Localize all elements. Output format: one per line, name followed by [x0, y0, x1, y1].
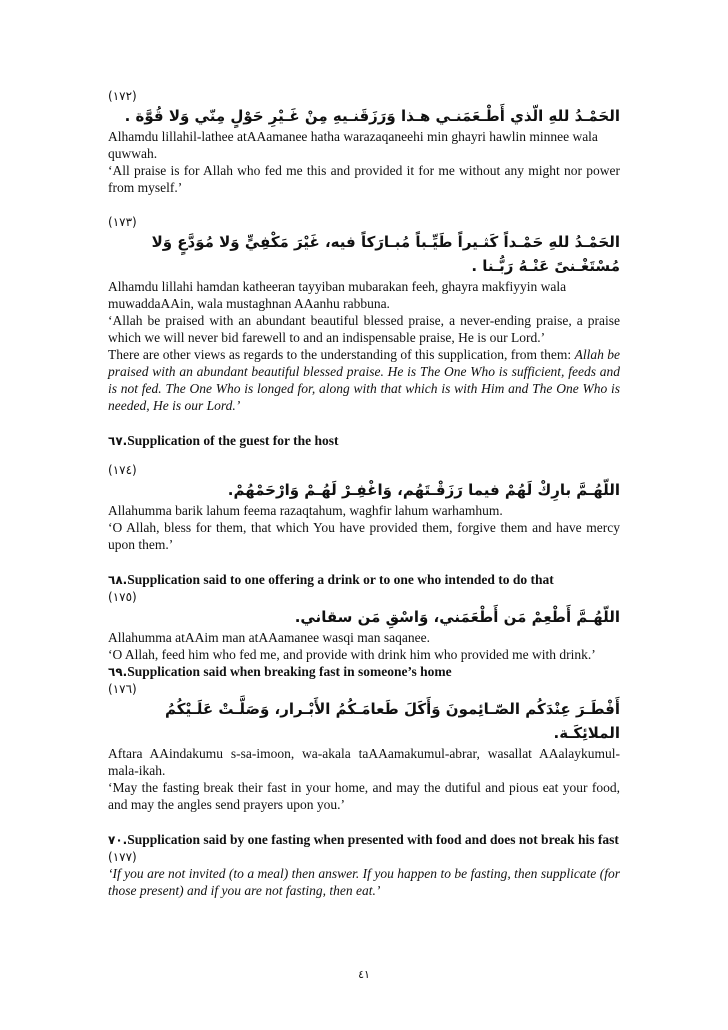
section-title: Supplication said when breaking fast in someone’s home [127, 664, 452, 679]
section-heading [108, 831, 620, 849]
supplication-number: (١٧٤) [108, 463, 137, 477]
transliteration: Aftara AAindakumu s-sa-imoon, wa-akala taAAamakumul-abrar, wasallat AAalaykumul-mala-ikah. [108, 746, 620, 778]
arabic-text: اللّهُـمَّ بارِكْ لَهُمْ فيما رَزَقْـتَهُم، وَاغْفِـرْ لَهُـمْ وَارْحَمْهُمْ. [227, 481, 620, 499]
section-number: ٦٨. [108, 573, 128, 587]
supplication-number: (١٧٦) [108, 682, 137, 696]
transliteration: Alhamdu lillahil-lathee atAAamanee hatha warazaqaneehi min ghayri hawlin minnee wala quwwah. [108, 129, 598, 161]
arabic-text: الحَمْـدُ للهِ الّذي أَطْـعَمَنـي هـذا وَرَزَقَنـيهِ مِنْ غَـيْرِ حَوْلٍ مِنّي وَلا قُوَّة . [124, 107, 620, 125]
english-translation: ‘May the fasting break their fast in your home, and may the dutiful and pious eat your food, and may the angles send prayers upon you.’ [108, 780, 620, 812]
section-heading [108, 571, 620, 589]
supplication-number: (١٧٥) [108, 590, 137, 604]
note-italic: Allah be praised with an abundant beautiful blessed praise. He is The One Who is sufficient, feeds and is not fed. The One Who is longed for, along with that which is with Him and The One Who is needed, He is our Lord.’ [108, 347, 621, 413]
section-number: ٦٩. [108, 665, 128, 679]
english-translation: ‘O Allah, feed him who fed me, and provide with drink him who provided me with drink.’ [108, 647, 596, 662]
section-number: ٦٧. [108, 434, 128, 448]
transliteration: Allahumma barik lahum feema razaqtahum, waghfir lahum warhamhum. [108, 503, 503, 518]
english-translation: ‘Allah be praised with an abundant beautiful blessed praise, a never-ending praise, a praise which we will never bid farewell to and an indispensable praise, He is our Lord.’ [108, 313, 620, 345]
arabic-text: الحَمْـدُ للهِ حَمْـداً كَثـيراً طَيِّـباً مُبـارَكاً فيه، غَيْرَ مَكْفِيٍّ وَلا مُوَدَّعٍ وَلا مُسْتَغْـنىً عَنْـهُ رَبُّـنا . [151, 233, 620, 275]
note-paragraph [108, 346, 620, 414]
section-heading [108, 432, 620, 450]
page-number: ٤١ [358, 968, 370, 981]
supplication-number: (١٧٣) [108, 215, 137, 229]
section-title: Supplication said to one offering a drink or to one who intended to do that [127, 572, 554, 587]
arabic-text: أَفْطَـرَ عِنْدَكُم الصّـائِمونَ وَأَكَلَ طَعامَـكُمُ الأَبْـرار، وَصَلَّـتْ عَلَـيْكُمُ الملائِكَـة. [165, 700, 620, 742]
supplication-number: (١٧٧) [108, 850, 137, 864]
english-translation: ‘All praise is for Allah who fed me this and provided it for me without any might nor power from myself.’ [108, 163, 620, 195]
transliteration: Alhamdu lillahi hamdan katheeran tayyiban mubarakan feeh, ghayra makfiyyin wala muwaddaAAin, wala mustaghnan AAanhu rabbuna. [108, 279, 567, 311]
english-translation: ‘O Allah, bless for them, that which You have provided them, forgive them and have mercy upon them.’ [108, 520, 620, 552]
section-heading [108, 663, 620, 681]
arabic-text: اللّهُـمَّ أَطْعِمْ مَن أَطْعَمَني، وَاسْقِ مَن سقاني. [294, 608, 620, 626]
english-translation: ‘If you are not invited (to a meal) then answer. If you happen to be fasting, then supplicate (for those present) and if you are not fasting, then eat.’ [108, 866, 620, 898]
section-title: Supplication of the guest for the host [127, 433, 339, 448]
document-page [108, 88, 620, 899]
section-number: ٧٠. [108, 833, 128, 847]
section-title: Supplication said by one fasting when presented with food and does not break his fast [127, 832, 619, 847]
supplication-number: (١٧٢) [108, 89, 137, 103]
transliteration: Allahumma atAAim man atAAamanee wasqi man saqanee. [108, 630, 431, 645]
note-intro: There are other views as regards to the understanding of this supplication, from them: [108, 347, 572, 362]
